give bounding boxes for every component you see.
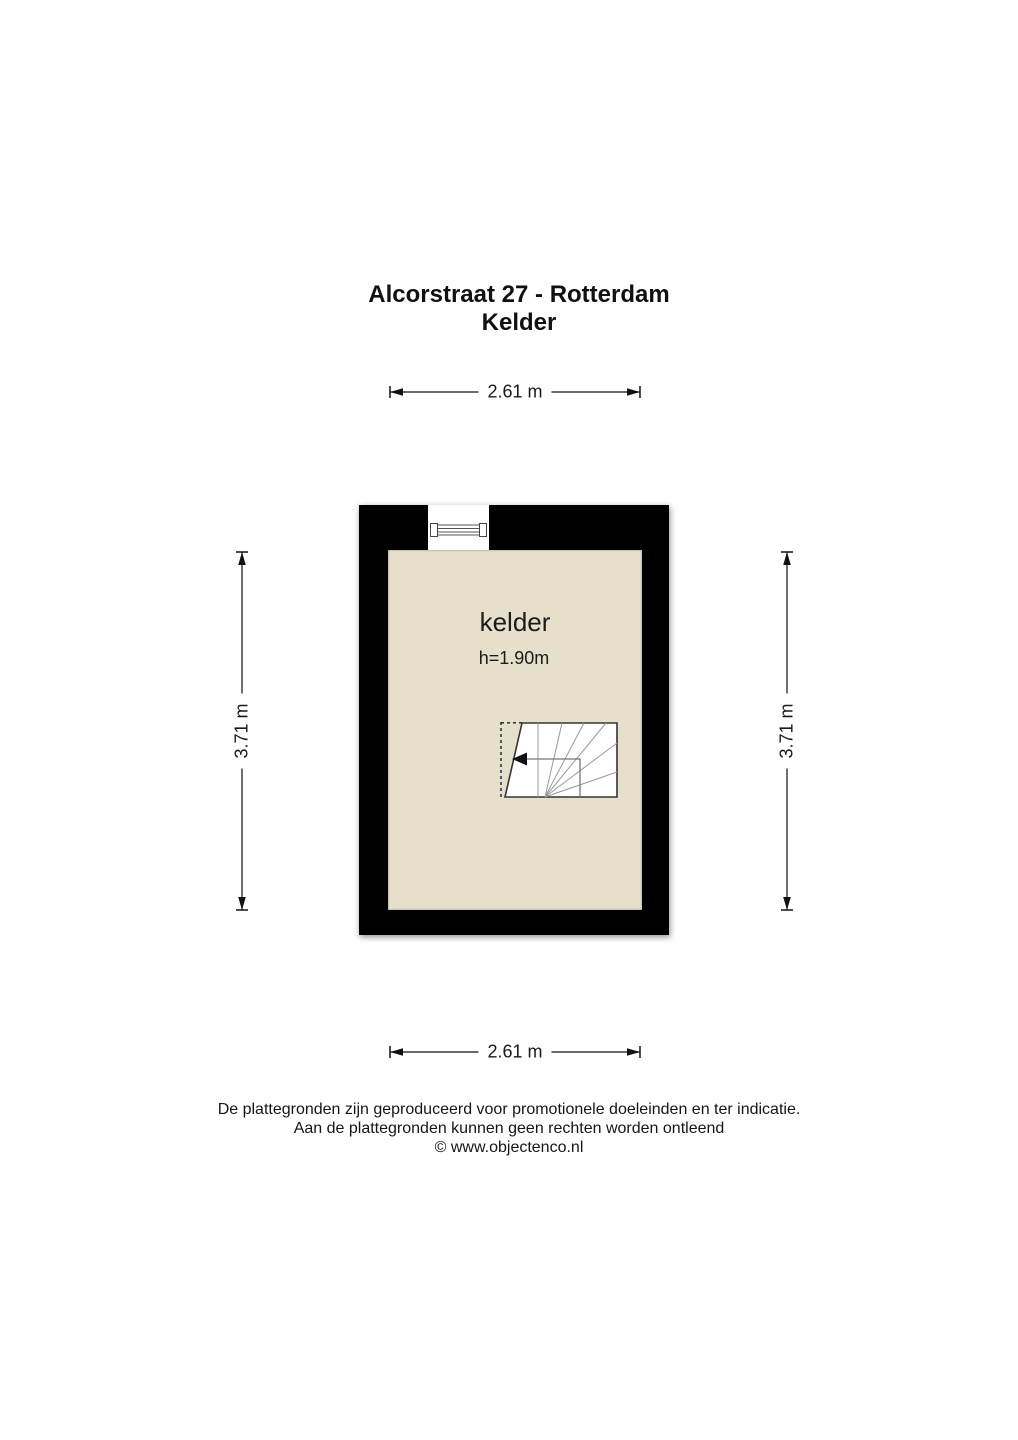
floorplan-drawing [359, 505, 669, 935]
footer-disclaimer-line1: De plattegronden zijn geproduceerd voor promotionele doeleinden en ter indicatie. [217, 1101, 801, 1118]
room-height-label: h=1.90m [478, 648, 550, 668]
dimension-right-label: 3.71 m [776, 693, 799, 768]
dimension-bottom-label: 2.61 m [478, 1042, 551, 1063]
floorplan-title: Alcorstraat 27 - Rotterdam [368, 281, 670, 308]
dimension-bottom [383, 1042, 647, 1062]
window-glass-icon [428, 505, 489, 550]
footer-disclaimer [0, 1100, 1018, 1157]
room-label: kelder [479, 607, 551, 637]
dimension-right [777, 545, 797, 917]
stairs-symbol [500, 722, 618, 798]
dimension-top [383, 382, 647, 402]
dimension-top-label: 2.61 m [478, 382, 551, 403]
dimension-left [232, 545, 252, 917]
page-title [10, 281, 1018, 337]
footer-copyright: © www.objectenco.nl [434, 1139, 584, 1156]
footer-disclaimer-line2: Aan de plattegronden kunnen geen rechten worden ontleend [293, 1120, 725, 1137]
dimension-left-label: 3.71 m [231, 693, 254, 768]
floorplan-subtitle: Kelder [481, 309, 557, 336]
window-symbol [428, 505, 489, 550]
